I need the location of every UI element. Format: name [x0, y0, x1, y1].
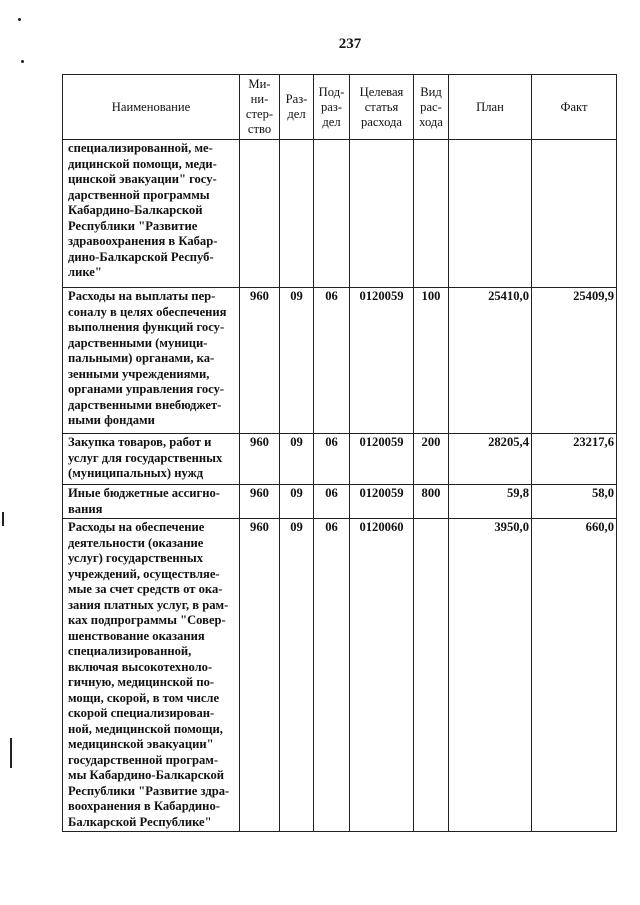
cell-name: Закупка товаров, работ и услуг для государственных (муниципальных) нужд	[63, 434, 240, 485]
cell-subsection: 06	[314, 485, 350, 519]
cell-subsection: 06	[314, 434, 350, 485]
cell-fact: 660,0	[532, 519, 617, 832]
budget-table	[62, 74, 617, 832]
cell-name: Расходы на выплаты пер- соналу в целях обеспечения выполнения функций госу- дарственными (муници- пальными) органами, ка- зенными учреждениями, органами управления госу- дарственными внебюджет- ными фондами	[63, 288, 240, 434]
cell-name: Расходы на обеспечение деятельности (оказание услуг) государственных учреждений, осуществляе- мые за счет средств от ока- зания платных услуг, в рам- ках подпрограммы "Совер- шенствование оказания специализированной, включая высокотехноло- гичную, медицинской по- мощи, скорой, в том числе скорой специализирован- ной, медицинской помощи, медицинской эвакуации" государственной програм- мы Кабардино-Балкарской Республики "Развитие здра- воохранения в Кабардино- Балкарской Республике"	[63, 519, 240, 832]
table-row	[63, 288, 617, 434]
cell-target: 0120059	[350, 434, 414, 485]
cell-subsection	[314, 140, 350, 288]
cell-ministry: 960	[240, 288, 280, 434]
cell-section: 09	[280, 485, 314, 519]
cell-fact: 23217,6	[532, 434, 617, 485]
page-number: 237	[338, 36, 362, 52]
cell-target: 0120059	[350, 485, 414, 519]
scan-dot-top	[18, 18, 21, 21]
cell-expense-type	[414, 140, 449, 288]
table-row	[63, 519, 617, 832]
cell-name: Иные бюджетные ассигно- вания	[63, 485, 240, 519]
table-row	[63, 485, 617, 519]
header-subsection: Под- раз- дел	[314, 75, 350, 140]
header-name: Наименование	[63, 75, 240, 140]
cell-ministry: 960	[240, 434, 280, 485]
header-fact: Факт	[532, 75, 617, 140]
cell-subsection: 06	[314, 519, 350, 832]
header-target-item: Целевая статья расхода	[350, 75, 414, 140]
cell-fact: 58,0	[532, 485, 617, 519]
cell-plan	[449, 140, 532, 288]
cell-plan: 59,8	[449, 485, 532, 519]
cell-target: 0120059	[350, 288, 414, 434]
cell-section	[280, 140, 314, 288]
table-header-row	[63, 75, 617, 140]
table-row	[63, 434, 617, 485]
cell-expense-type	[414, 519, 449, 832]
scan-binding-mark-middle	[2, 512, 4, 526]
cell-subsection: 06	[314, 288, 350, 434]
cell-plan: 28205,4	[449, 434, 532, 485]
cell-name: специализированной, ме- дицинской помощи, меди- цинской эвакуации" госу- дарственной программы Кабардино-Балкарской Республики "Развитие здравоохранения в Кабар- дино-Балкарской Респуб- лике"	[63, 140, 240, 288]
header-section: Раз- дел	[280, 75, 314, 140]
cell-expense-type: 800	[414, 485, 449, 519]
cell-target: 0120060	[350, 519, 414, 832]
cell-fact: 25409,9	[532, 288, 617, 434]
cell-section: 09	[280, 288, 314, 434]
cell-section: 09	[280, 519, 314, 832]
cell-fact	[532, 140, 617, 288]
table-row	[63, 140, 617, 288]
scan-dot-second	[21, 60, 24, 63]
cell-section: 09	[280, 434, 314, 485]
header-expense-type: Вид рас- хода	[414, 75, 449, 140]
cell-expense-type: 200	[414, 434, 449, 485]
cell-ministry: 960	[240, 519, 280, 832]
cell-ministry: 960	[240, 485, 280, 519]
cell-ministry	[240, 140, 280, 288]
header-plan: План	[449, 75, 532, 140]
cell-expense-type: 100	[414, 288, 449, 434]
header-ministry: Ми- ни- стер- ство	[240, 75, 280, 140]
scan-binding-mark-lower	[10, 738, 12, 768]
cell-plan: 3950,0	[449, 519, 532, 832]
cell-target	[350, 140, 414, 288]
cell-plan: 25410,0	[449, 288, 532, 434]
